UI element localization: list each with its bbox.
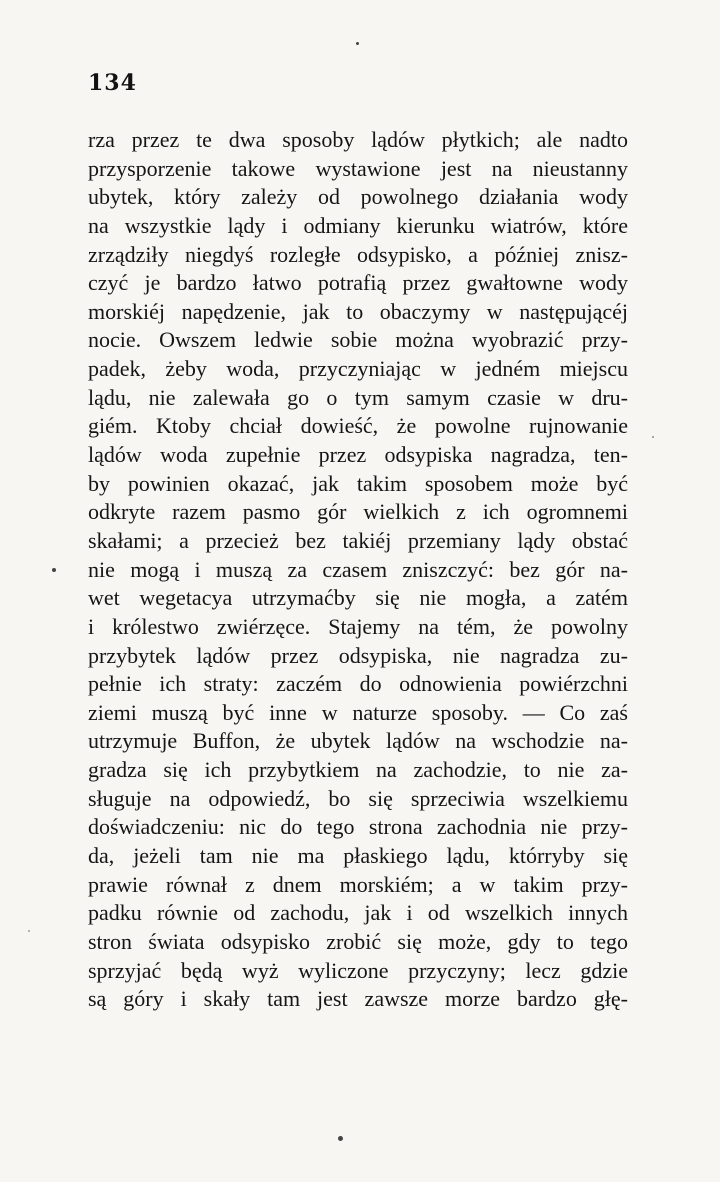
page-number: 134 [88, 70, 137, 96]
text-line: wet wegetacya utrzymaćby się nie mogła, a zatém [88, 585, 628, 611]
print-speck [356, 42, 359, 45]
text-line: nie mogą i muszą za czasem zniszczyć: bez gór na- [88, 556, 628, 582]
text-line: padek, żeby woda, przyczyniając w jedném miejscu [88, 356, 628, 382]
text-line: utrzymuje Buffon, że ubytek lądów na wschodzie na- [88, 728, 628, 754]
print-speck [52, 568, 56, 572]
print-speck [652, 436, 654, 438]
text-line: pełnie ich straty: zaczém do odnowienia powiérzchni [88, 671, 628, 697]
text-line: giém. Ktoby chciał dowieść, że powolne rujnowanie [88, 413, 628, 439]
text-line: rza przez te dwa sposoby lądów płytkich; ale nadto [88, 127, 628, 152]
text-line: stron świata odsypisko zrobić się może, gdy to tego [88, 928, 628, 954]
text-line: sługuje na odpowiedź, bo się sprzeciwia wszelkiemu [88, 785, 628, 811]
print-speck [338, 1136, 343, 1141]
text-line: morskiéj napędzenie, jak to obaczymy w następującéj [88, 298, 628, 324]
text-line: przybytek lądów przez odsypiska, nie nagradza zu- [88, 642, 628, 668]
text-line: doświadczeniu: nic do tego strona zachodnia nie przy- [88, 814, 628, 840]
text-line: i królestwo zwiérzęce. Stajemy na tém, że powolny [88, 613, 628, 639]
text-line: przysporzenie takowe wystawione jest na nieustanny [88, 155, 628, 181]
text-line: padku równie od zachodu, jak i od wszelkich innych [88, 900, 628, 926]
text-line: prawie równał z dnem morskiém; a w takim przy- [88, 871, 628, 897]
text-line: ubytek, który zależy od powolnego działania wody [88, 184, 628, 210]
text-line: sprzyjać będą wyż wyliczone przyczyny; lecz gdzie [88, 957, 628, 983]
text-line: nocie. Owszem ledwie sobie można wyobrazić przy- [88, 327, 628, 353]
text-line: by powinien okazać, jak takim sposobem może być [88, 470, 628, 496]
print-speck [28, 930, 30, 932]
text-line: na wszystkie lądy i odmiany kierunku wiatrów, które [88, 212, 628, 238]
text-line: odkryte razem pasmo gór wielkich z ich ogromnemi [88, 499, 628, 525]
text-line: skałami; a przecież bez takiéj przemiany lądy obstać [88, 527, 628, 553]
text-line: da, jeżeli tam nie ma płaskiego lądu, którryby się [88, 843, 628, 869]
text-line: ziemi muszą być inne w naturze sposoby. — Co zaś [88, 699, 628, 725]
text-line: gradza się ich przybytkiem na zachodzie, to nie za- [88, 757, 628, 783]
text-line: są góry i skały tam jest zawsze morze bardzo głę- [88, 986, 628, 1012]
body-text [88, 126, 628, 1014]
text-line: zrządziły niegdyś rozległe odsypisko, a później znisz- [88, 241, 628, 267]
text-line: lądu, nie zalewała go o tym samym czasie w dru- [88, 384, 628, 410]
text-line: lądów woda zupełnie przez odsypiska nagradza, ten- [88, 442, 628, 468]
text-line: czyć je bardzo łatwo potrafią przez gwałtowne wody [88, 270, 628, 296]
